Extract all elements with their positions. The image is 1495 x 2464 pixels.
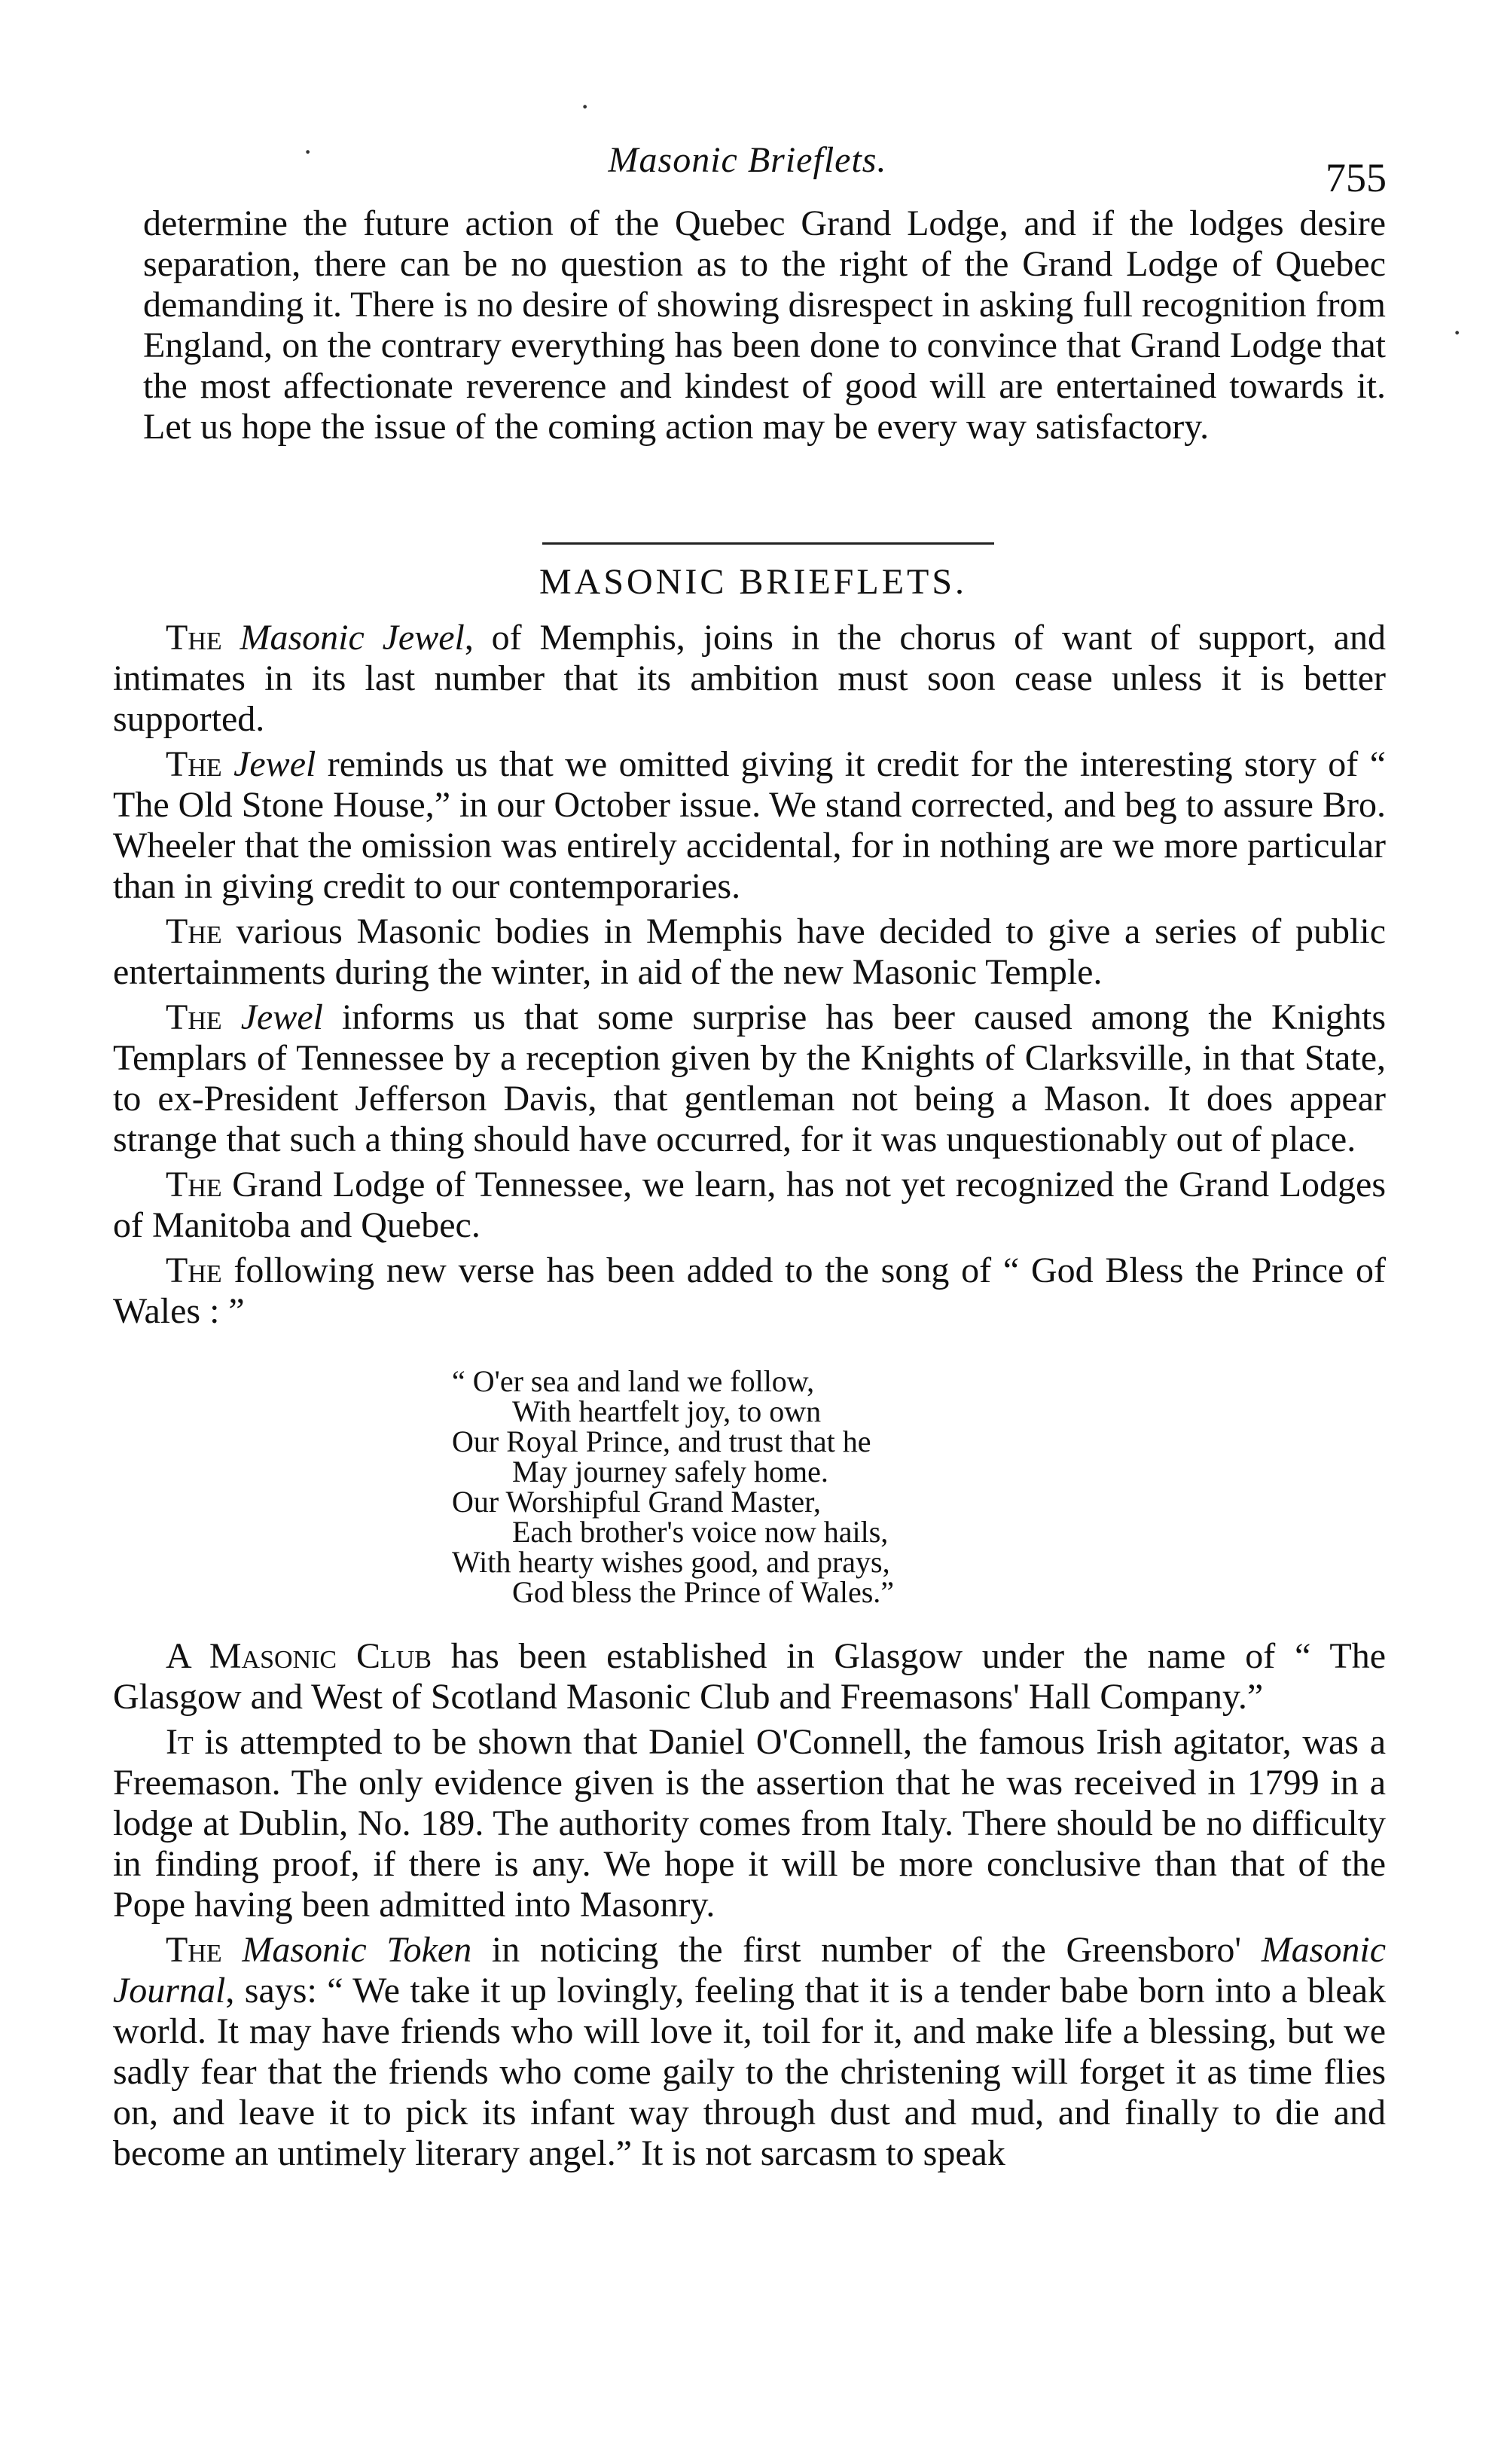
verse-line: With heartfelt joy, to own xyxy=(512,1394,822,1428)
paragraph-lead: The xyxy=(166,744,222,784)
paragraph xyxy=(113,997,1386,1160)
publication-title: Masonic Journal xyxy=(113,1930,1386,2011)
ink-speck: · xyxy=(580,90,590,124)
paragraph-text: is attempted to be shown that Daniel O'Connell, the famous Irish agitator, was a Freemason. The only evidence given is the assertion that he was received in 1799 in a lodge at Dublin, No. 189. The authority comes from Italy. There should be no difficulty in finding proof, if there is any. We hope it will be more conclusive than that of the Pope having been admitted into Masonry. xyxy=(113,1722,1386,1925)
paragraph-lead: The xyxy=(166,618,222,658)
paragraph-text: various Masonic bodies in Memphis have decided to give a series of public entertainments during the winter, in aid of the new Masonic Temple. xyxy=(113,911,1386,992)
paragraph xyxy=(113,744,1386,907)
paragraph xyxy=(113,1722,1386,1925)
section-divider xyxy=(542,542,994,545)
paragraph-text: has been established in Glasgow under the name of “ The Glasgow and West of Scotland Masonic Club and Freemasons' Hall Company.” xyxy=(113,1636,1387,1717)
verse-line: “ O'er sea and land we follow, xyxy=(452,1364,815,1398)
publication-title: Jewel xyxy=(240,997,323,1037)
paragraph-text: informs us that some surprise has beer caused among the Knights Templars of Tennessee by a reception given by the Knights of Clarksville, in that State, to ex-President Jefferson Davis, that gentleman not being a Mason. It does appear strange that such a thing should have occurred, for it was unquestionably out of place. xyxy=(113,997,1387,1159)
paragraph-lead: The xyxy=(166,1930,222,1970)
publication-title: Jewel xyxy=(233,744,316,784)
paragraph-lead: The xyxy=(166,1250,222,1290)
paragraph-text: , says: “ We take it up lovingly, feeling that it is a tender babe born into a bleak world. It may have friends who will love it, toil for it, and make life a blessing, but we sadly fear that the friends who come gaily to the christening will forget it as time flies on, and leave it to pick its infant way through dust and mud, and finally to die and become an untimely literary angel.” It is not sarcasm to speak xyxy=(113,1971,1386,2173)
verse-line: With hearty wishes good, and prays, xyxy=(452,1545,890,1579)
continuation-paragraph: determine the future action of the Quebec Grand Lodge, and if the lodges desire separation, there can be no question as to the right of the Grand Lodge of Quebec demanding it. There is no desire of showing disrespect in asking full recognition from England, on the contrary everything has been done to convince that Grand Lodge that the most affectionate reverence and kindest of good will are entertained towards it. Let us hope the issue of the coming action may be every way satisfactory. xyxy=(143,203,1386,447)
section-title: MASONIC BRIEFLETS. xyxy=(539,562,968,602)
paragraph xyxy=(113,1636,1386,1717)
paragraph-lead: The xyxy=(166,1165,222,1205)
verse-line: May journey safely home. xyxy=(512,1455,828,1488)
paragraph-lead: The xyxy=(166,997,222,1037)
ink-speck: · xyxy=(1452,316,1463,350)
paragraph-text: following new verse has been added to the song of “ God Bless the Prince of Wales : ” xyxy=(113,1250,1386,1331)
verse-line: Our Worshipful Grand Master, xyxy=(452,1485,821,1519)
paragraph xyxy=(113,1165,1386,1246)
paragraph-lead: It xyxy=(166,1722,194,1762)
publication-title: Masonic Token xyxy=(242,1930,472,1970)
paragraph xyxy=(113,1250,1386,1332)
verse-line: God bless the Prince of Wales.” xyxy=(512,1575,895,1609)
paragraph-text: , of Memphis, joins in the chorus of want of support, and intimates in its last number that its ambition must soon cease unless it is better supported. xyxy=(113,618,1386,739)
running-head: Masonic Brieflets. xyxy=(608,140,887,180)
paragraph-text: reminds us that we omitted giving it credit for the interesting story of “ The Old Stone House,” in our October issue. We stand corrected, and beg to assure Bro. Wheeler that the omission was entirely accidental, for in nothing are we more particular than in giving credit to our contemporaries. xyxy=(113,744,1386,906)
verse-line: Each brother's voice now hails, xyxy=(512,1515,889,1549)
paragraph xyxy=(113,911,1386,993)
paragraph-text: Grand Lodge of Tennessee, we learn, has not yet recognized the Grand Lodges of Manitoba and Quebec. xyxy=(113,1165,1386,1245)
paragraph xyxy=(113,618,1386,740)
verse-block xyxy=(452,1366,1386,1608)
paragraph-lead: A Masonic Club xyxy=(166,1636,432,1676)
paragraph-lead: The xyxy=(166,911,222,951)
ink-speck: · xyxy=(303,135,313,169)
paragraph-text: in noticing the first number of the Greensboro' xyxy=(471,1930,1262,1970)
article-body xyxy=(113,618,1386,2174)
paragraph xyxy=(113,1930,1386,2174)
verse-line: Our Royal Prince, and trust that he xyxy=(452,1424,871,1458)
publication-title: Masonic Jewel xyxy=(240,618,465,658)
page-number: 755 xyxy=(1326,155,1387,200)
